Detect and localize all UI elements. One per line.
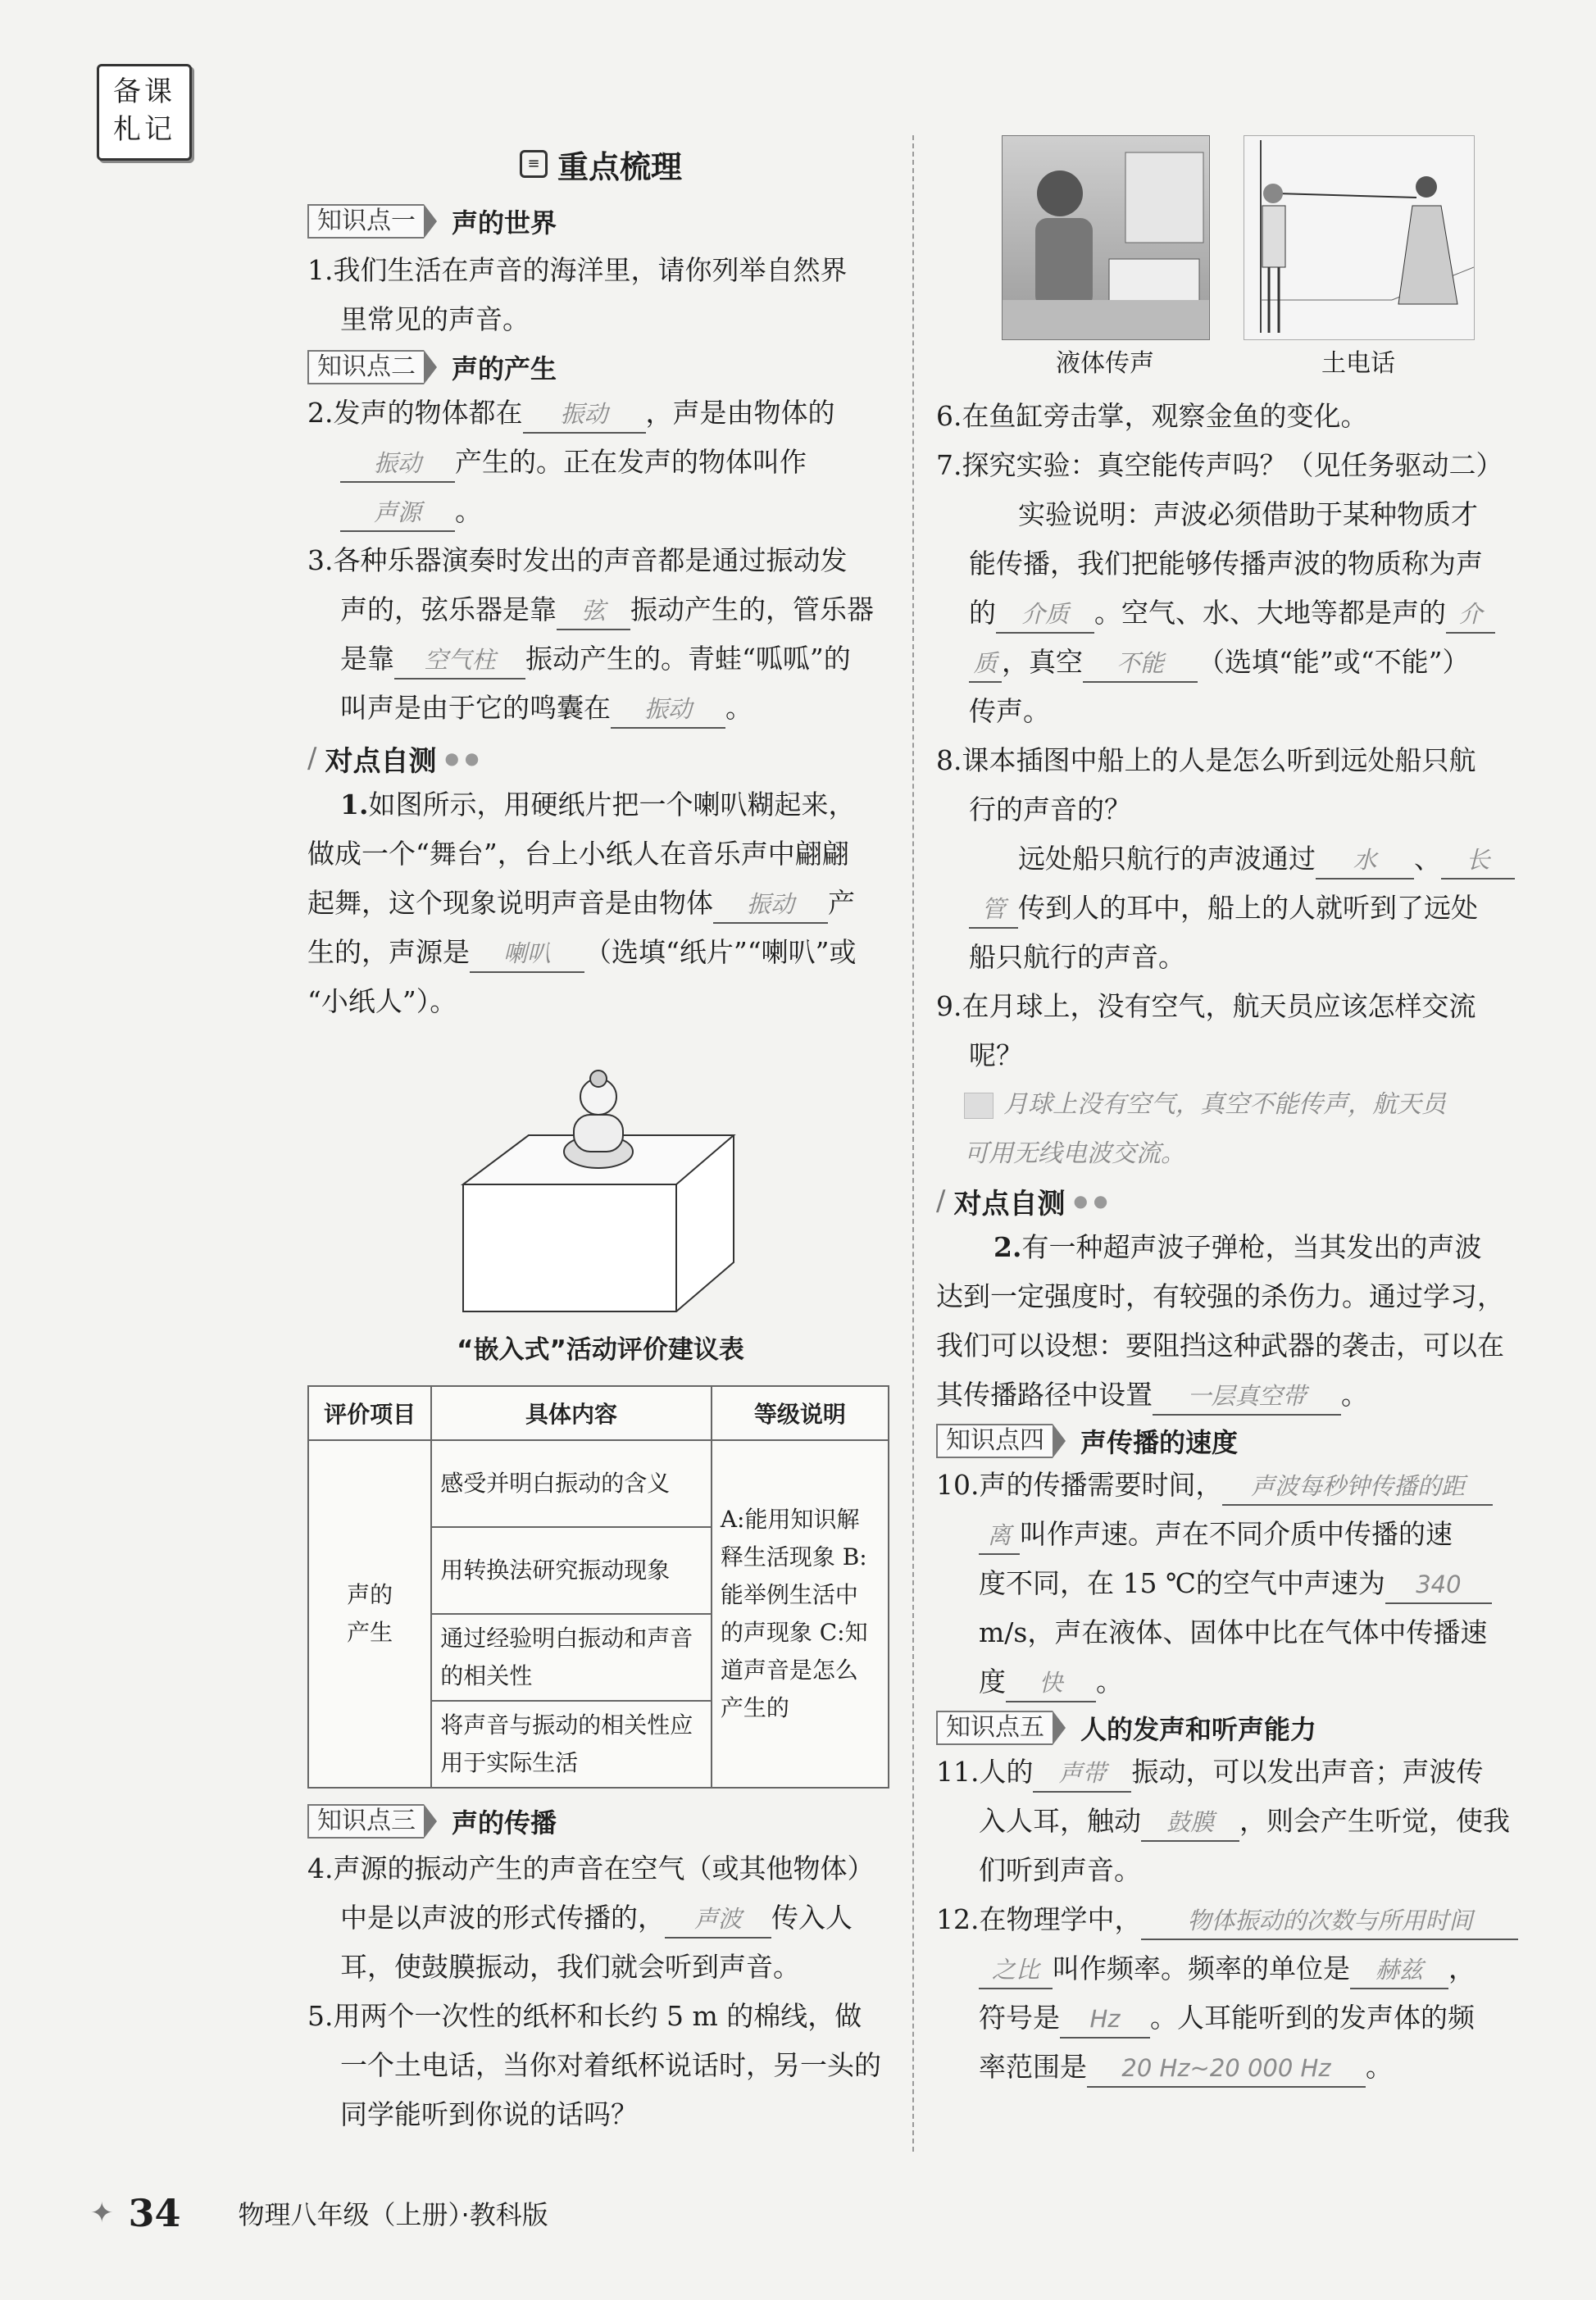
table-content: 用转换法研究振动现象 [440,1557,671,1584]
section-title-wrap [520,141,682,187]
question-11 [936,1748,1522,1895]
knowledge-point-1 [307,203,893,239]
answer-blank: 质 [969,645,1002,683]
q-text: 入人耳，触动 [979,1805,1141,1837]
answer-blank: 赫兹 [1350,1952,1448,1989]
kp-title: 人的发声和听声能力 [1080,1714,1317,1745]
boy-fishtank-illustration [1003,136,1209,339]
kp-title: 声的传播 [452,1807,557,1839]
q-text: 传到人的耳中，船上的人就听到了远处 [1018,892,1478,924]
q-num: 7. [936,449,962,481]
q-text: 做成一个“舞台”，台上小纸人在音乐声中翩翩 [307,838,849,870]
kp-arrow [1053,1424,1066,1458]
q-text: 振动产生的。青蛙“呱呱”的 [525,643,851,675]
answer-blank: 声波每秒钟传播的距 [1222,1468,1493,1506]
answer-blank: 水 [1316,842,1414,880]
right-column [936,392,1522,2092]
left-column [307,203,893,1026]
corner-stamp [97,64,192,161]
answer-blank: 物体振动的次数与所用时间 [1141,1902,1518,1940]
question-12 [936,1895,1522,2092]
answer-blank: 介质 [996,596,1094,634]
self-test-heading-1 [307,736,893,780]
q-text: 振动产生的，管乐器 [630,593,874,625]
answer-blank: 声带 [1033,1755,1131,1793]
dots-icon: ● ● [444,748,480,768]
answer-blank: 振动 [611,691,725,729]
q-text: ， [1448,1952,1476,1984]
q-text: 行的声音的？ [969,793,1131,825]
written-answer: 可用无线电波交流。 [964,1139,1185,1168]
question-4 [307,1844,893,1992]
q-num: 3. [307,544,334,576]
kp-title: 声传播的速度 [1080,1427,1239,1458]
question-1 [307,246,893,344]
q-text: 叫作频率。频率的单位是 [1053,1952,1350,1984]
q-text: 如图所示，用硬纸片把一个喇叭糊起来， [368,789,856,820]
column-divider [912,135,914,2152]
table-content-cell [431,1440,712,1527]
written-answer: 月球上没有空气，真空不能传声，航天员 [1003,1090,1446,1119]
left-column-lower [307,1803,893,2139]
liquid-sound-photo [1002,135,1210,340]
answer-blank: 声源 [340,494,455,532]
corner-stamp-line2: 札记 [113,113,175,146]
question-5 [307,1992,893,2139]
right-photo-caption: 土电话 [1321,349,1395,378]
answer-blank: 之比 [979,1952,1053,1989]
q-num: 11. [936,1756,980,1788]
q-text: 度 [979,1666,1006,1698]
q-text: 们听到声音。 [979,1854,1141,1886]
q-text: 在鱼缸旁击掌，观察金鱼的变化。 [962,400,1368,432]
kp-arrow [1053,1711,1066,1745]
kp-tag: 知识点二 [307,350,424,384]
answer-blank: 弦 [557,593,630,630]
table-content-cell [431,1527,712,1614]
table-item: 声的产生 [347,1581,393,1646]
question-9 [936,982,1522,1179]
kp-tag: 知识点一 [307,204,424,239]
answer-blank: 不能 [1083,645,1198,683]
table-content-cell [431,1614,712,1701]
q-text: 。 [725,692,753,724]
answer-blank: 一层真空带 [1153,1378,1341,1416]
table-content: 通过经验明白振动和声音的相关性 [440,1625,693,1689]
q-num: 2. [994,1231,1022,1263]
table-levels-cell [712,1440,889,1788]
question-8 [936,736,1522,982]
list-icon: ≡ [520,150,548,178]
question-10 [936,1461,1522,1707]
evaluation-table [307,1385,889,1789]
answer-blank: 声波 [665,1901,771,1939]
answer-blank: 离 [979,1517,1020,1555]
q-text: ，声是由物体的 [645,397,835,429]
table-item-cell [308,1440,431,1788]
left-photo-caption: 液体传声 [1056,349,1154,378]
kp-tag: 知识点四 [936,1424,1053,1458]
answer-blank: Hz [1060,2001,1150,2039]
q-text: 里常见的声音。 [340,303,530,335]
q-text: ，则会产生听觉，使我 [1239,1805,1510,1837]
answer-blank: 快 [1006,1665,1096,1702]
q-num: 10. [936,1469,980,1501]
kp-tag: 知识点三 [307,1804,424,1839]
q-text: （选填“纸片”“喇叭”或 [584,936,857,968]
string-telephone-illustration [1244,136,1474,339]
q-text: 率范围是 [979,2051,1087,2083]
q-text: 中是以声波的形式传播的， [340,1902,665,1934]
knowledge-point-4 [936,1423,1522,1459]
book-title: 物理八年级（上册）·教科版 [238,2199,548,2230]
footer [90,2184,548,2242]
pencil-icon: ∕ [307,742,317,775]
question-2 [307,389,893,536]
table-header: 等级说明 [712,1386,889,1440]
q-text: 用两个一次性的纸杯和长约 5 m 的棉线，做 [333,2000,862,2032]
stage-illustration [455,1057,742,1320]
self-test-heading-2 [936,1179,1522,1223]
corner-stamp-line1: 备课 [113,75,175,108]
answer-blank: 20 Hz~20 000 Hz [1087,2050,1366,2088]
table-header: 评价项目 [308,1386,431,1440]
q-text: 声源的振动产生的声音在空气（或其他物体） [333,1852,875,1884]
q-text: m/s，声在液体、固体中比在气体中传播速 [979,1616,1488,1648]
self-test-label: 对点自测 [953,1187,1066,1220]
table-header-row [308,1386,889,1440]
q-text: 在物理学中， [979,1903,1142,1935]
table-content-cell [431,1701,712,1788]
q-text: 其传播路径中设置 [936,1379,1153,1411]
q-num: 1. [340,789,369,820]
q-text: 的 [969,597,996,629]
q-text: 传声。 [969,695,1050,727]
kp-title: 声的世界 [452,207,557,239]
self-test-question-1 [307,780,893,1026]
q-text: 叫作声速。声在不同介质中传播的速 [1020,1518,1453,1550]
q-text: 声的传播需要时间， [979,1469,1223,1501]
q-text: 实验说明：声波必须借助于某种物质才 [1018,498,1478,530]
table-content: 将声音与振动的相关性应用于实际生活 [440,1711,693,1776]
answer-blank: 空气柱 [394,642,525,680]
kp-title: 声的产生 [452,353,557,384]
section-title: 重点梳理 [557,148,683,185]
answer-blank: 振动 [713,886,828,924]
q-text: 发声的物体都在 [333,397,523,429]
q-num: 6. [936,400,962,432]
answer-blank: 340 [1385,1566,1492,1604]
q-num: 12. [936,1903,980,1935]
q-text: 我们可以设想：要阻挡这种武器的袭击，可以在 [936,1330,1504,1361]
answer-blank: 振动 [340,445,455,483]
self-test-label: 对点自测 [325,744,437,778]
q-text: 是靠 [340,643,394,675]
q-text: 。 [455,495,482,527]
question-6 [936,392,1522,441]
q-num: 5. [307,2000,334,2032]
dots-icon: ● ● [1073,1191,1108,1211]
answer-icon [964,1093,994,1119]
q-text: 声的，弦乐器是靠 [340,593,557,625]
q-text: 在月球上，没有空气，航天员应该怎样交流 [962,990,1476,1022]
q-text: 产 [828,887,855,919]
q-text: 达到一定强度时，有较强的杀伤力。通过学习， [936,1280,1504,1312]
q-text: 船只航行的声音。 [969,941,1185,973]
question-3 [307,536,893,733]
table-row [308,1440,889,1527]
q-text: 。人耳能听到的发声体的频 [1150,2002,1475,2034]
q-text: 传入人 [771,1902,853,1934]
q-text: 同学能听到你说的话吗？ [340,2098,638,2130]
q-text: 课本插图中船上的人是怎么听到远处船只航 [962,744,1476,776]
q-text: 叫声是由于它的鸣囊在 [340,692,611,724]
q-text: “小纸人”）。 [307,985,457,1017]
q-text: 探究实验：真空能传声吗？（见任务驱动二） [962,449,1503,481]
answer-blank: 管 [969,891,1018,929]
pencil-icon: ∕ [936,1184,946,1217]
answer-blank: 鼓膜 [1141,1804,1239,1842]
table-caption: “嵌入式”活动评价建议表 [457,1335,744,1365]
kp-arrow [424,204,437,239]
question-7 [936,441,1522,736]
answer-blank: 振动 [523,396,646,434]
q-text: 产生的。正在发声的物体叫作 [455,446,807,478]
self-test-question-2 [936,1223,1522,1420]
q-text: 。空气、水、大地等都是声的 [1094,597,1446,629]
q-text: 一个土电话，当你对着纸杯说话时，另一头的 [340,2049,881,2081]
string-telephone-photo [1244,135,1475,340]
q-num: 2. [307,397,334,429]
page-number: 34 [128,2191,181,2235]
q-text: 各种乐器演奏时发出的声音都是通过振动发 [333,544,848,576]
q-text: 我们生活在声音的海洋里，请你列举自然界 [333,254,848,286]
answer-blank: 喇叭 [470,935,584,973]
q-text: 振动，可以发出声音；声波传 [1131,1756,1484,1788]
q-text: 符号是 [979,2002,1060,2034]
q-text: 呢？ [969,1039,1023,1071]
q-text: 人的 [979,1756,1034,1788]
q-text: ，真空 [1002,646,1083,678]
q-text: 起舞，这个现象说明声音是由物体 [307,887,713,919]
q-num: 9. [936,990,962,1022]
table-levels: A:能用知识解释生活现象 B:能举例生活中的声现象 C:知道声音是怎么产生的 [720,1506,868,1721]
q-text: 有一种超声波子弹枪，当其发出的声波 [1021,1231,1482,1263]
q-text: 、 [1414,843,1441,875]
answer-blank: 长 [1441,842,1515,880]
q-text: 生的，声源是 [307,936,470,968]
knowledge-point-3 [307,1803,893,1839]
q-text: 耳，使鼓膜振动，我们就会听到声音。 [340,1951,800,1983]
q-text: （选填“能”或“不能”） [1198,646,1470,678]
answer-blank: 介 [1446,596,1495,634]
table-content: 感受并明白振动的含义 [440,1470,671,1497]
kp-tag: 知识点五 [936,1711,1053,1745]
knowledge-point-2 [307,349,893,385]
q-num: 4. [307,1852,334,1884]
q-text: 。 [1341,1379,1368,1411]
q-text: 能传播，我们把能够传播声波的物质称为声 [969,548,1483,580]
q-text: 。 [1366,2051,1393,2083]
knowledge-point-5 [936,1710,1522,1746]
table-header: 具体内容 [431,1386,712,1440]
page-corner-icon: ✦ [90,2197,114,2230]
q-text: 远处船只航行的声波通过 [1018,843,1316,875]
q-num: 8. [936,744,962,776]
kp-arrow [424,1804,437,1839]
kp-arrow [424,350,437,384]
q-text: 度不同，在 15 ℃的空气中声速为 [979,1567,1385,1599]
q-num: 1. [307,254,334,286]
q-text: 。 [1096,1666,1123,1698]
